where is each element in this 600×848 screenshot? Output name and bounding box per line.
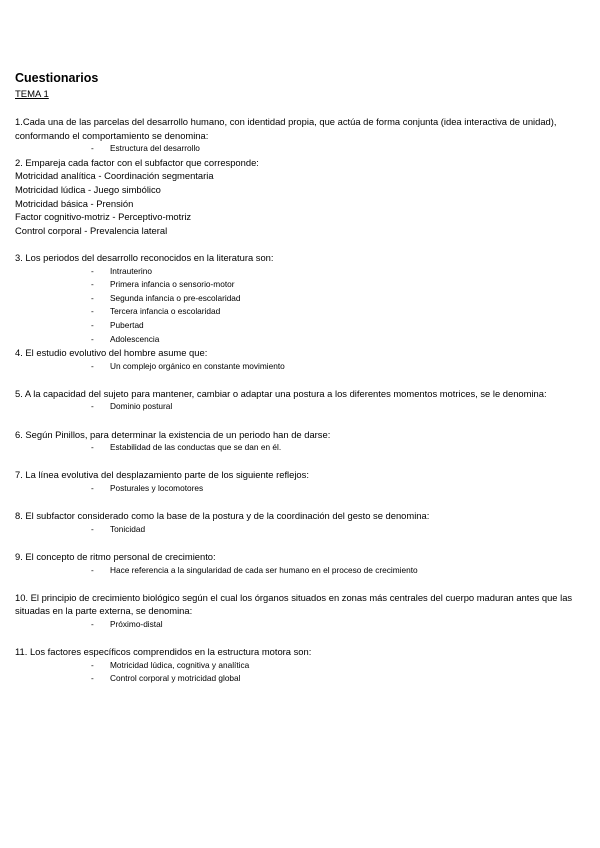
answer-item: - Dominio postural [91, 401, 173, 412]
question-5-text: 5. A la capacidad del sujeto para mantener, cambiar o adaptar una postura a los diferentes momentos motrices, se le denomina: [15, 387, 547, 399]
blank-line [15, 577, 585, 591]
answer-item: - Primera infancia o sensorio-motor [91, 279, 235, 290]
question-7 [15, 468, 585, 495]
questionnaire [15, 115, 585, 686]
question-4 [15, 346, 585, 373]
answer-item: - Motricidad lúdica, cognitiva y analítica [91, 659, 250, 670]
answer-item: - Pubertad [91, 319, 144, 330]
answer-item: - Próximo-distal [91, 618, 163, 629]
blank-line [15, 632, 585, 646]
question-4-text: 4. El estudio evolutivo del hombre asume que: [15, 347, 208, 359]
question-2 [15, 156, 585, 238]
answer-item: - Un complejo orgánico en constante movimiento [91, 360, 285, 371]
answer-item: - Posturales y locomotores [91, 483, 204, 494]
answer-item: - Control corporal y motricidad global [91, 673, 241, 684]
question-6 [15, 428, 585, 455]
question-3 [15, 251, 585, 346]
question-3-text: 3. Los periodos del desarrollo reconocidos en la literatura son: [15, 251, 274, 263]
blank-line [15, 455, 585, 469]
question-11-text: 11. Los factores específicos comprendidos en la estructura motora son: [15, 646, 312, 658]
page-title: Cuestionarios [15, 71, 99, 85]
question-11 [15, 645, 585, 686]
question-7-text: 7. La línea evolutiva del desplazamiento parte de los siguiente reflejos: [15, 469, 309, 481]
answer-item: - Intrauterino [91, 265, 152, 276]
answer-item: - Tonicidad [91, 523, 146, 534]
answer-item: - Estructura del desarrollo [15, 142, 585, 156]
answer-item: - Segunda infancia o pre-escolaridad [91, 292, 241, 303]
question-5 [15, 387, 585, 414]
question-10 [15, 591, 585, 632]
question-1 [15, 115, 585, 156]
answer-item: - Tercera infancia o escolaridad [91, 306, 221, 317]
bullet-dash: - [91, 143, 94, 154]
section-subtitle: TEMA 1 [15, 89, 49, 100]
question-2-text: 2. Empareja cada factor con el subfactor que corresponde: [15, 156, 259, 168]
question-8 [15, 509, 585, 536]
question-10-text: 10. El principio de crecimiento biológico según el cual los órganos situados en zonas más centrales del cuerpo maduran antes que las situadas en la parte externa, se denomina: [15, 591, 573, 617]
question-9 [15, 550, 585, 577]
answer-item: - Hace referencia a la singularidad de cada ser humano en el proceso de crecimiento [91, 564, 418, 575]
pair-item: Motricidad lúdica - Juego simbólico [15, 183, 161, 195]
question-6-text: 6. Según Pinillos, para determinar la existencia de un periodo han de darse: [15, 428, 331, 440]
question-9-text: 9. El concepto de ritmo personal de crecimiento: [15, 551, 216, 562]
question-8-text: 8. El subfactor considerado como la base de la postura y de la coordinación del gesto se denomina: [15, 510, 430, 522]
pair-item: Control corporal - Prevalencia lateral [15, 224, 168, 236]
blank-line [15, 536, 585, 550]
question-1-text: 1.Cada una de las parcelas del desarrollo humano, con identidad propia, que actúa de forma conjunta (idea interactiva de unidad), conformando el comportamiento se denomina: [15, 116, 557, 141]
pair-item: Factor cognitivo-motriz - Perceptivo-motriz [15, 211, 192, 223]
pair-item: Motricidad básica - Prensión [15, 197, 134, 209]
answer-item: - Adolescencia [91, 333, 160, 344]
answer-item: - Estabilidad de las conductas que se dan en él. [91, 442, 282, 453]
blank-line [15, 237, 585, 251]
blank-line [15, 414, 585, 428]
blank-line [15, 373, 585, 387]
pair-item: Motricidad analítica - Coordinación segmentaria [15, 170, 214, 182]
blank-line [15, 496, 585, 510]
